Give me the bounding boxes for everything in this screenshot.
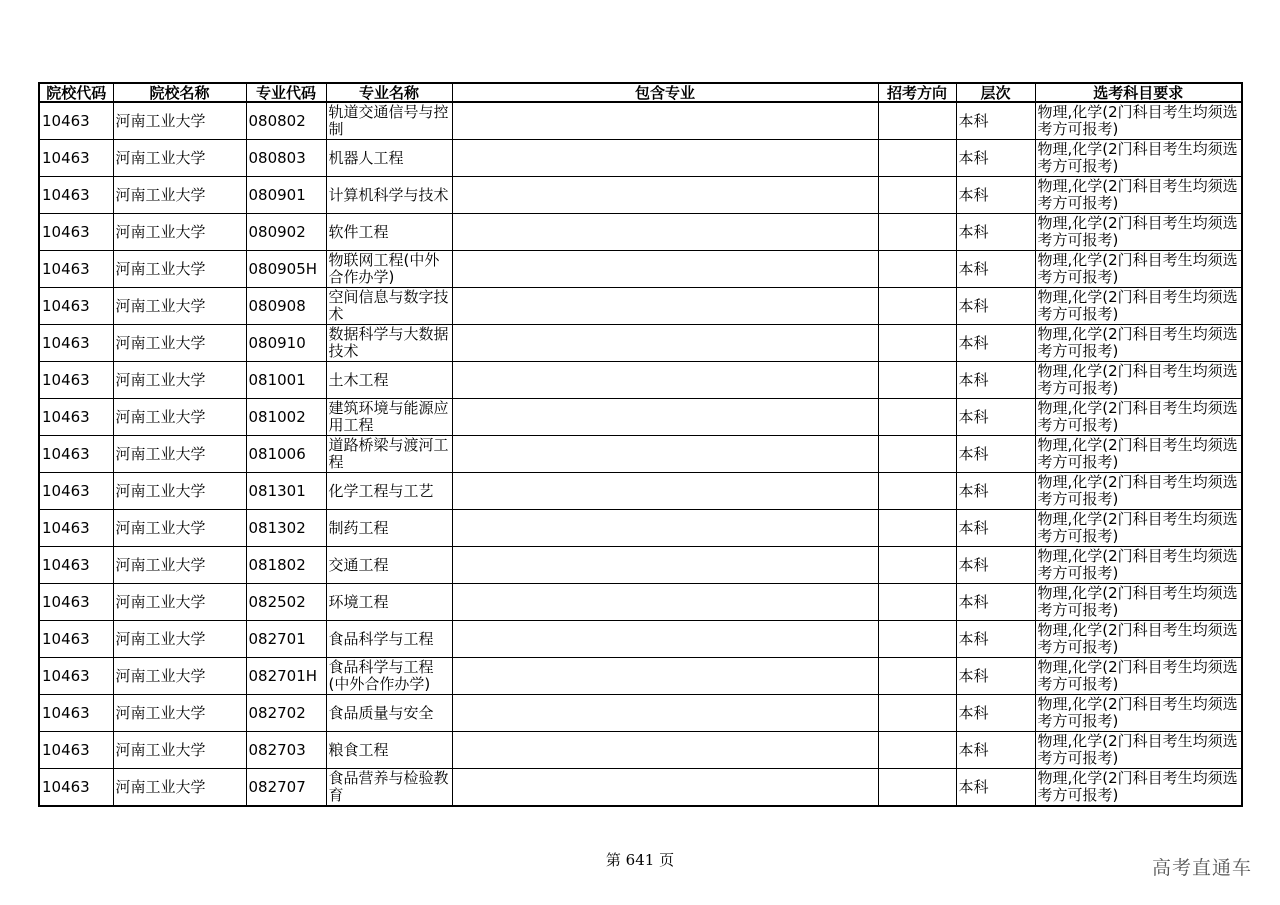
school-name-cell: 河南工业大学 bbox=[113, 177, 246, 214]
header-included-majors: 包含专业 bbox=[452, 83, 878, 102]
included-majors-cell bbox=[452, 102, 878, 140]
school-code-cell: 10463 bbox=[39, 177, 113, 214]
table-row bbox=[39, 288, 1242, 325]
school-name-cell: 河南工业大学 bbox=[113, 325, 246, 362]
school-name-cell: 河南工业大学 bbox=[113, 658, 246, 695]
school-name-cell: 河南工业大学 bbox=[113, 769, 246, 807]
major-name-cell: 软件工程 bbox=[326, 214, 452, 251]
header-major-name: 专业名称 bbox=[326, 83, 452, 102]
major-code-cell: 081002 bbox=[246, 399, 326, 436]
included-majors-cell bbox=[452, 399, 878, 436]
subject-requirement-cell: 物理,化学(2门科目考生均须选考方可报考) bbox=[1035, 695, 1242, 732]
included-majors-cell bbox=[452, 251, 878, 288]
table-row bbox=[39, 658, 1242, 695]
major-code-cell: 081006 bbox=[246, 436, 326, 473]
level-cell: 本科 bbox=[956, 251, 1035, 288]
major-name-cell: 数据科学与大数据技术 bbox=[326, 325, 452, 362]
direction-cell bbox=[878, 140, 956, 177]
school-code-cell: 10463 bbox=[39, 140, 113, 177]
major-name-cell: 食品质量与安全 bbox=[326, 695, 452, 732]
direction-cell bbox=[878, 362, 956, 399]
major-name-cell: 土木工程 bbox=[326, 362, 452, 399]
included-majors-cell bbox=[452, 510, 878, 547]
major-code-cell: 080905H bbox=[246, 251, 326, 288]
school-name-cell: 河南工业大学 bbox=[113, 510, 246, 547]
included-majors-cell bbox=[452, 325, 878, 362]
direction-cell bbox=[878, 251, 956, 288]
school-code-cell: 10463 bbox=[39, 510, 113, 547]
subject-requirement-cell: 物理,化学(2门科目考生均须选考方可报考) bbox=[1035, 288, 1242, 325]
school-name-cell: 河南工业大学 bbox=[113, 140, 246, 177]
table-row bbox=[39, 102, 1242, 140]
subject-requirement-cell: 物理,化学(2门科目考生均须选考方可报考) bbox=[1035, 177, 1242, 214]
page-number: 第 641 页 bbox=[605, 851, 675, 869]
school-code-cell: 10463 bbox=[39, 251, 113, 288]
school-code-cell: 10463 bbox=[39, 436, 113, 473]
subject-requirement-cell: 物理,化学(2门科目考生均须选考方可报考) bbox=[1035, 658, 1242, 695]
header-major-code: 专业代码 bbox=[246, 83, 326, 102]
major-name-cell: 建筑环境与能源应用工程 bbox=[326, 399, 452, 436]
major-name-cell: 空间信息与数字技术 bbox=[326, 288, 452, 325]
school-code-cell: 10463 bbox=[39, 288, 113, 325]
level-cell: 本科 bbox=[956, 769, 1035, 807]
school-code-cell: 10463 bbox=[39, 473, 113, 510]
included-majors-cell bbox=[452, 436, 878, 473]
level-cell: 本科 bbox=[956, 436, 1035, 473]
subject-requirement-cell: 物理,化学(2门科目考生均须选考方可报考) bbox=[1035, 251, 1242, 288]
included-majors-cell bbox=[452, 732, 878, 769]
school-name-cell: 河南工业大学 bbox=[113, 695, 246, 732]
level-cell: 本科 bbox=[956, 584, 1035, 621]
table-row bbox=[39, 325, 1242, 362]
school-name-cell: 河南工业大学 bbox=[113, 288, 246, 325]
major-name-cell: 轨道交通信号与控制 bbox=[326, 102, 452, 140]
included-majors-cell bbox=[452, 547, 878, 584]
header-level: 层次 bbox=[956, 83, 1035, 102]
school-code-cell: 10463 bbox=[39, 621, 113, 658]
school-name-cell: 河南工业大学 bbox=[113, 547, 246, 584]
subject-requirement-cell: 物理,化学(2门科目考生均须选考方可报考) bbox=[1035, 732, 1242, 769]
school-name-cell: 河南工业大学 bbox=[113, 584, 246, 621]
school-name-cell: 河南工业大学 bbox=[113, 362, 246, 399]
school-name-cell: 河南工业大学 bbox=[113, 436, 246, 473]
included-majors-cell bbox=[452, 140, 878, 177]
level-cell: 本科 bbox=[956, 214, 1035, 251]
major-code-cell: 082701 bbox=[246, 621, 326, 658]
level-cell: 本科 bbox=[956, 362, 1035, 399]
subject-requirement-cell: 物理,化学(2门科目考生均须选考方可报考) bbox=[1035, 621, 1242, 658]
table-row bbox=[39, 473, 1242, 510]
direction-cell bbox=[878, 288, 956, 325]
direction-cell bbox=[878, 473, 956, 510]
table-row bbox=[39, 769, 1242, 807]
direction-cell bbox=[878, 621, 956, 658]
header-subject-requirement: 选考科目要求 bbox=[1035, 83, 1242, 102]
table-row bbox=[39, 510, 1242, 547]
school-code-cell: 10463 bbox=[39, 695, 113, 732]
direction-cell bbox=[878, 177, 956, 214]
major-code-cell: 082703 bbox=[246, 732, 326, 769]
major-name-cell: 交通工程 bbox=[326, 547, 452, 584]
subject-requirement-cell: 物理,化学(2门科目考生均须选考方可报考) bbox=[1035, 584, 1242, 621]
direction-cell bbox=[878, 732, 956, 769]
direction-cell bbox=[878, 510, 956, 547]
table-row bbox=[39, 695, 1242, 732]
school-code-cell: 10463 bbox=[39, 325, 113, 362]
included-majors-cell bbox=[452, 695, 878, 732]
major-name-cell: 制药工程 bbox=[326, 510, 452, 547]
table-row bbox=[39, 362, 1242, 399]
subject-requirement-cell: 物理,化学(2门科目考生均须选考方可报考) bbox=[1035, 769, 1242, 807]
level-cell: 本科 bbox=[956, 399, 1035, 436]
admission-table bbox=[38, 82, 1243, 807]
header-direction: 招考方向 bbox=[878, 83, 956, 102]
level-cell: 本科 bbox=[956, 695, 1035, 732]
direction-cell bbox=[878, 399, 956, 436]
school-code-cell: 10463 bbox=[39, 102, 113, 140]
level-cell: 本科 bbox=[956, 621, 1035, 658]
table-row bbox=[39, 584, 1242, 621]
major-code-cell: 080901 bbox=[246, 177, 326, 214]
subject-requirement-cell: 物理,化学(2门科目考生均须选考方可报考) bbox=[1035, 140, 1242, 177]
level-cell: 本科 bbox=[956, 547, 1035, 584]
subject-requirement-cell: 物理,化学(2门科目考生均须选考方可报考) bbox=[1035, 362, 1242, 399]
level-cell: 本科 bbox=[956, 473, 1035, 510]
direction-cell bbox=[878, 584, 956, 621]
included-majors-cell bbox=[452, 362, 878, 399]
subject-requirement-cell: 物理,化学(2门科目考生均须选考方可报考) bbox=[1035, 214, 1242, 251]
included-majors-cell bbox=[452, 769, 878, 807]
direction-cell bbox=[878, 695, 956, 732]
table-row bbox=[39, 621, 1242, 658]
direction-cell bbox=[878, 547, 956, 584]
level-cell: 本科 bbox=[956, 510, 1035, 547]
table-row bbox=[39, 251, 1242, 288]
school-code-cell: 10463 bbox=[39, 362, 113, 399]
direction-cell bbox=[878, 436, 956, 473]
header-school-name: 院校名称 bbox=[113, 83, 246, 102]
school-name-cell: 河南工业大学 bbox=[113, 251, 246, 288]
school-name-cell: 河南工业大学 bbox=[113, 214, 246, 251]
level-cell: 本科 bbox=[956, 732, 1035, 769]
included-majors-cell bbox=[452, 584, 878, 621]
included-majors-cell bbox=[452, 177, 878, 214]
school-name-cell: 河南工业大学 bbox=[113, 473, 246, 510]
included-majors-cell bbox=[452, 621, 878, 658]
subject-requirement-cell: 物理,化学(2门科目考生均须选考方可报考) bbox=[1035, 510, 1242, 547]
subject-requirement-cell: 物理,化学(2门科目考生均须选考方可报考) bbox=[1035, 547, 1242, 584]
school-name-cell: 河南工业大学 bbox=[113, 732, 246, 769]
table-row bbox=[39, 214, 1242, 251]
school-name-cell: 河南工业大学 bbox=[113, 102, 246, 140]
table-row bbox=[39, 177, 1242, 214]
major-code-cell: 082707 bbox=[246, 769, 326, 807]
direction-cell bbox=[878, 658, 956, 695]
direction-cell bbox=[878, 325, 956, 362]
table-row bbox=[39, 399, 1242, 436]
table-row bbox=[39, 140, 1242, 177]
school-code-cell: 10463 bbox=[39, 584, 113, 621]
school-code-cell: 10463 bbox=[39, 214, 113, 251]
major-name-cell: 道路桥梁与渡河工程 bbox=[326, 436, 452, 473]
header-school-code: 院校代码 bbox=[39, 83, 113, 102]
level-cell: 本科 bbox=[956, 325, 1035, 362]
major-name-cell: 食品科学与工程(中外合作办学) bbox=[326, 658, 452, 695]
major-code-cell: 080910 bbox=[246, 325, 326, 362]
major-code-cell: 082701H bbox=[246, 658, 326, 695]
major-name-cell: 环境工程 bbox=[326, 584, 452, 621]
direction-cell bbox=[878, 102, 956, 140]
level-cell: 本科 bbox=[956, 140, 1035, 177]
major-code-cell: 082502 bbox=[246, 584, 326, 621]
major-name-cell: 粮食工程 bbox=[326, 732, 452, 769]
school-code-cell: 10463 bbox=[39, 399, 113, 436]
major-code-cell: 080803 bbox=[246, 140, 326, 177]
direction-cell bbox=[878, 214, 956, 251]
major-code-cell: 082702 bbox=[246, 695, 326, 732]
level-cell: 本科 bbox=[956, 102, 1035, 140]
major-name-cell: 机器人工程 bbox=[326, 140, 452, 177]
table-header-row bbox=[39, 83, 1242, 102]
table-row bbox=[39, 732, 1242, 769]
school-name-cell: 河南工业大学 bbox=[113, 399, 246, 436]
major-name-cell: 物联网工程(中外合作办学) bbox=[326, 251, 452, 288]
included-majors-cell bbox=[452, 288, 878, 325]
direction-cell bbox=[878, 769, 956, 807]
major-code-cell: 080908 bbox=[246, 288, 326, 325]
major-name-cell: 化学工程与工艺 bbox=[326, 473, 452, 510]
included-majors-cell bbox=[452, 473, 878, 510]
subject-requirement-cell: 物理,化学(2门科目考生均须选考方可报考) bbox=[1035, 399, 1242, 436]
school-code-cell: 10463 bbox=[39, 769, 113, 807]
major-code-cell: 080902 bbox=[246, 214, 326, 251]
major-name-cell: 食品科学与工程 bbox=[326, 621, 452, 658]
major-name-cell: 计算机科学与技术 bbox=[326, 177, 452, 214]
subject-requirement-cell: 物理,化学(2门科目考生均须选考方可报考) bbox=[1035, 325, 1242, 362]
table-row bbox=[39, 547, 1242, 584]
major-code-cell: 081001 bbox=[246, 362, 326, 399]
major-code-cell: 081302 bbox=[246, 510, 326, 547]
included-majors-cell bbox=[452, 214, 878, 251]
subject-requirement-cell: 物理,化学(2门科目考生均须选考方可报考) bbox=[1035, 473, 1242, 510]
major-code-cell: 080802 bbox=[246, 102, 326, 140]
school-code-cell: 10463 bbox=[39, 547, 113, 584]
level-cell: 本科 bbox=[956, 288, 1035, 325]
included-majors-cell bbox=[452, 658, 878, 695]
watermark: 高考直通车 bbox=[1151, 857, 1252, 879]
major-code-cell: 081802 bbox=[246, 547, 326, 584]
table-body bbox=[39, 102, 1242, 806]
subject-requirement-cell: 物理,化学(2门科目考生均须选考方可报考) bbox=[1035, 102, 1242, 140]
major-name-cell: 食品营养与检验教育 bbox=[326, 769, 452, 807]
subject-requirement-cell: 物理,化学(2门科目考生均须选考方可报考) bbox=[1035, 436, 1242, 473]
major-code-cell: 081301 bbox=[246, 473, 326, 510]
school-code-cell: 10463 bbox=[39, 658, 113, 695]
level-cell: 本科 bbox=[956, 658, 1035, 695]
school-code-cell: 10463 bbox=[39, 732, 113, 769]
level-cell: 本科 bbox=[956, 177, 1035, 214]
school-name-cell: 河南工业大学 bbox=[113, 621, 246, 658]
table-row bbox=[39, 436, 1242, 473]
